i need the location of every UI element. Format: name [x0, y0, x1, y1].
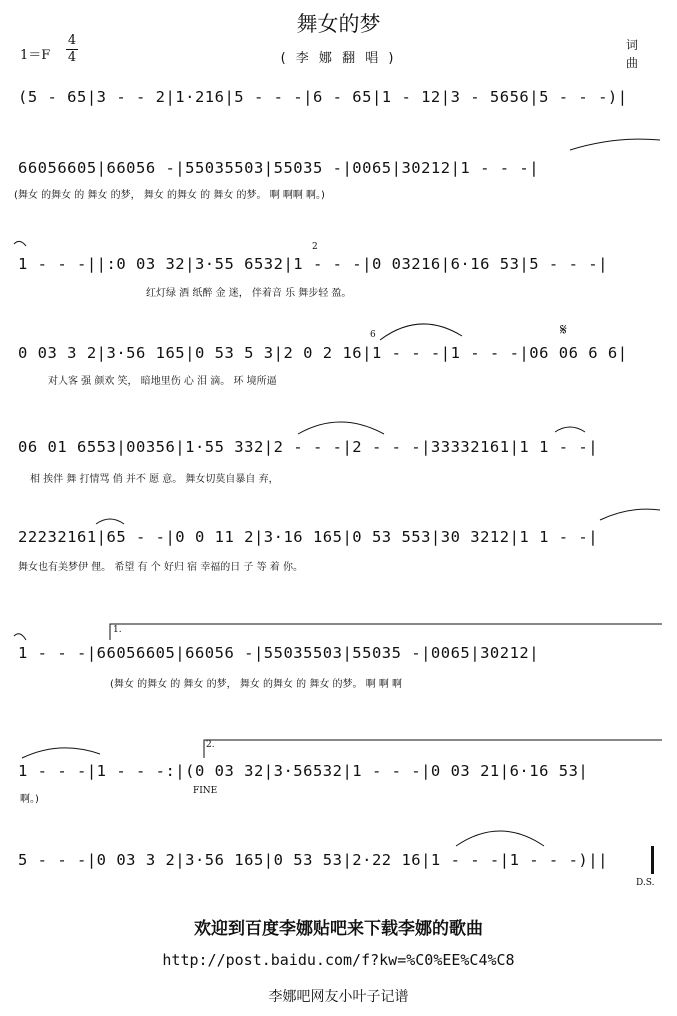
composer-label: 曲 [626, 56, 639, 70]
key-label: 1＝F [20, 48, 51, 63]
slur-row2-end [14, 241, 26, 246]
time-signature-bottom: 4 [67, 50, 77, 65]
slur-row4 [380, 324, 462, 340]
score-row-3-notes: 1 - - -||:0 03 32|3·55 6532|1 - - -|0 03216|6·16 53|5 - - -| [18, 255, 608, 273]
footer-credit: 李娜吧网友小叶子记谱 [268, 989, 409, 1005]
score-row-7-notes: 1 - - -|66056605|66056 -|55035503|55035 -|0065|30212| [18, 644, 540, 662]
volta-1-bracket [110, 624, 662, 640]
score-row-6-notes: 22232161|65 - -|0 0 11 2|3·16 165|0 53 553|30 3212|1 1 - -| [18, 528, 599, 546]
footer-welcome: 欢迎到百度李娜贴吧来下载李娜的歌曲 [194, 919, 483, 939]
score-row-7-lyrics: (舞女 的舞女 的 舞女 的梦， 舞女 的舞女 的 舞女 的梦。 啊 啊 啊 [110, 679, 403, 690]
slur-row6 [96, 519, 124, 524]
song-title: 舞女的梦 [296, 12, 381, 36]
score-row-4-notes: 0 03 3 2|3·56 165|0 53 5 3|2 0 2 16|1 - - -|1 - - -|06 06 6 6| [18, 344, 628, 362]
slur-row8 [22, 748, 100, 758]
sixth-mark: 6 [370, 330, 376, 340]
score-row-3-lyrics: 红灯绿 酒 纸醉 金 迷， 伴着音 乐 舞步轻 盈。 [146, 288, 352, 299]
score-row-8-lyrics: 啊。) [20, 794, 39, 805]
score-row-5-notes: 06 01 6553|00356|1·55 332|2 - - -|2 - - -|33332161|1 1 - -| [18, 438, 599, 456]
final-barline [651, 846, 654, 874]
slur-row5 [298, 422, 384, 434]
segno-sign: 𝄋 [560, 320, 567, 339]
score-row-1-notes: (5 - 65|3 - - 2|1·216|5 - - -|6 - 65|1 - 12|3 - 5656|5 - - -)| [18, 88, 628, 106]
ds-mark: D.S. [636, 878, 655, 888]
song-subtitle: ( 李 娜 翻 唱 ) [280, 51, 397, 66]
slur-row6-b [600, 509, 660, 520]
score-row-9-notes: 5 - - -|0 03 3 2|3·56 165|0 53 53|2·22 16|1 - - -|1 - - -)|| [18, 851, 608, 869]
score-row-2-lyrics: (舞女 的舞女 的 舞女 的梦， 舞女 的舞女 的 舞女 的梦。 啊 啊啊 啊。) [14, 190, 325, 201]
slur-row9 [456, 831, 544, 846]
fine-mark: FINE [193, 786, 218, 796]
volta-2-label: 2. [206, 740, 215, 750]
score-row-4-lyrics: 对人客 强 颜欢 笑， 暗地里伤 心 泪 滴。 环 境所逼 [48, 376, 277, 387]
second-ending-mark: 2 [312, 242, 318, 252]
slur-row7 [14, 634, 26, 640]
slur-row5-b [555, 427, 585, 432]
lyricist-label: 词 [626, 38, 639, 52]
score-row-5-lyrics: 相 挨伴 舞 打情骂 俏 并不 愿 意。 舞女切莫自暴自 弃， [30, 474, 279, 485]
score-row-8-notes: 1 - - -|1 - - -:|(0 03 32|3·56532|1 - - -|0 03 21|6·16 53| [18, 762, 589, 780]
volta-2-bracket [204, 740, 662, 758]
score-row-6-lyrics: 舞女也有美梦伊 俚。 希望 有 个 好归 宿 幸福的日 子 等 着 你。 [18, 562, 303, 573]
slur-row2 [570, 139, 660, 150]
footer-url[interactable]: http://post.baidu.com/f?kw=%C0%EE%C4%C8 [162, 951, 515, 969]
volta-1-label: 1. [113, 625, 122, 635]
time-signature-top: 4 [67, 33, 77, 48]
score-row-2-notes: 66056605|66056 -|55035503|55035 -|0065|30212|1 - - -| [18, 159, 540, 177]
